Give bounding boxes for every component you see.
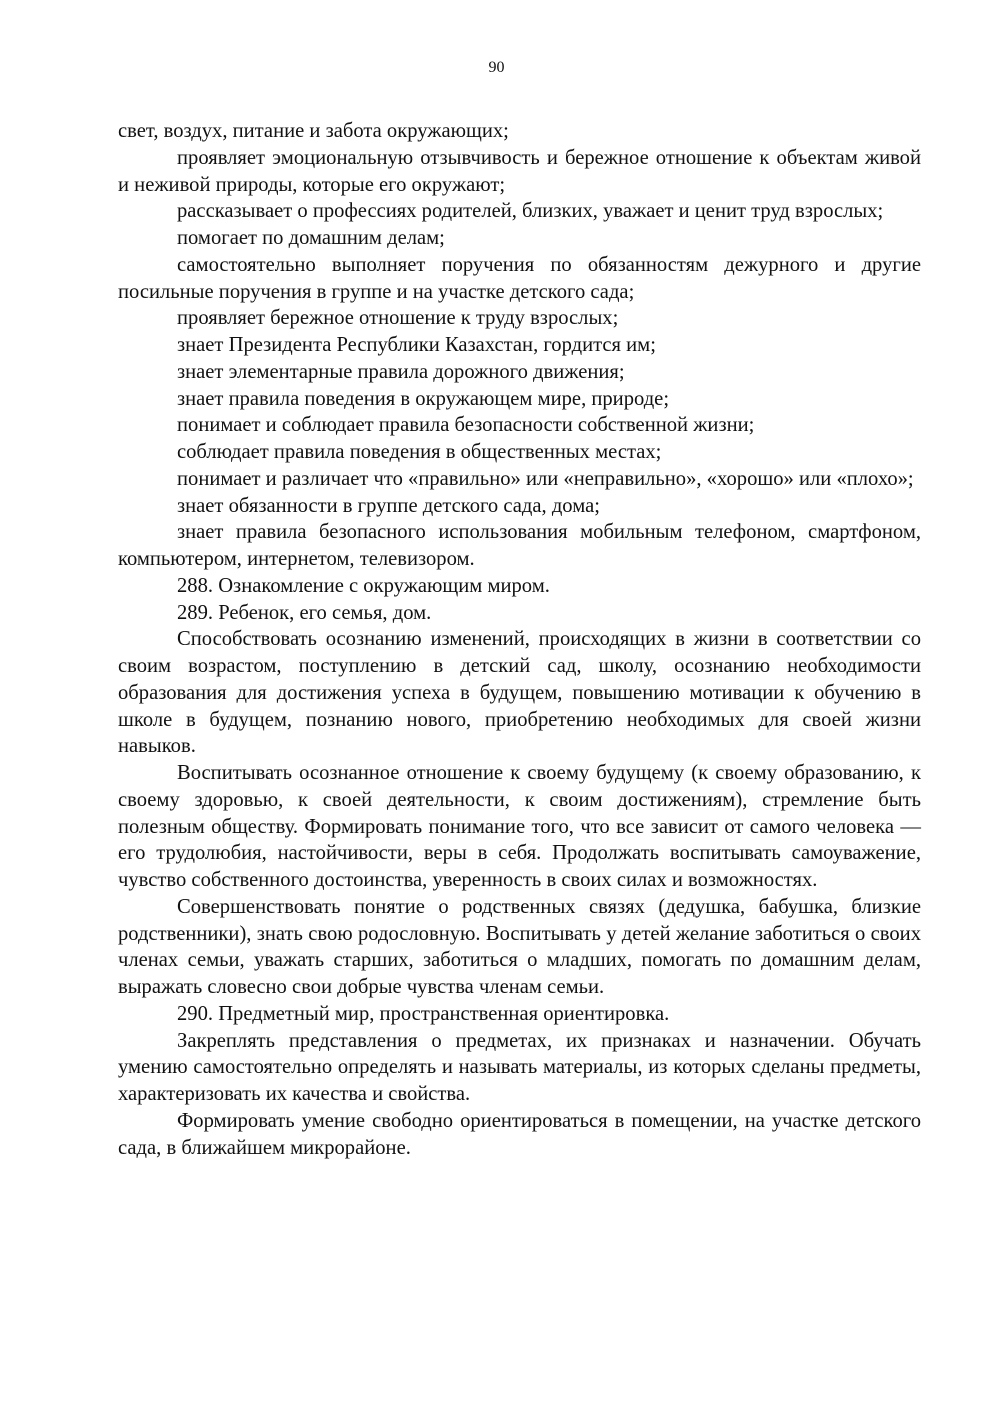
paragraph: Формировать умение свободно ориентироваться в помещении, на участке детского сада, в ближайшем микрорайоне. xyxy=(118,1109,921,1159)
section-heading: 289. Ребенок, его семья, дом. xyxy=(177,601,432,624)
section-heading: 290. Предметный мир, пространственная ориентировка. xyxy=(177,1002,670,1025)
paragraph: Способствовать осознанию изменений, происходящих в жизни в соответствии со своим возрастом, поступлению в детский сад, школу, осознанию необходимости образования для достижения успеха в будущем, повышению мотивации к обучению в школе в будущем, познанию нового, приобретению необходимых для своей жизни навыков. xyxy=(118,628,921,758)
paragraph: свет, воздух, питание и забота окружающих; xyxy=(118,120,509,142)
paragraph: знает правила поведения в окружающем мире, природе; xyxy=(177,387,670,410)
document-body xyxy=(118,118,921,1161)
section-heading: 288. Ознакомление с окружающим миром. xyxy=(177,574,550,597)
paragraph: Совершенствовать понятие о родственных связях (дедушка, бабушка, близкие родственники), знать свою родословную. Воспитывать у детей желание заботиться о своих членах семьи, уважать старших, заботиться о младших, помогать по домашним делам, выражать словесно свои добрые чувства членам семьи. xyxy=(118,895,921,998)
paragraph: знает Президента Республики Казахстан, гордится им; xyxy=(177,334,656,356)
paragraph: понимает и различает что «правильно» или «неправильно», «хорошо» или «плохо»; xyxy=(177,467,914,490)
paragraph: проявляет эмоциональную отзывчивость и бережное отношение к объектам живой и неживой природы, которые его окружают; xyxy=(118,146,921,196)
paragraph: знает элементарные правила дорожного движения; xyxy=(177,360,625,383)
paragraph: Закреплять представления о предметах, их признаках и назначении. Обучать умению самостоятельно определять и называть материалы, из которых сделаны предметы, характеризовать их качества и свойства. xyxy=(118,1029,921,1105)
paragraph: соблюдает правила поведения в общественных местах; xyxy=(177,441,662,463)
paragraph: помогает по домашним делам; xyxy=(177,227,445,249)
paragraph: самостоятельно выполняет поручения по обязанностям дежурного и другие посильные поручения в группе и на участке детского сада; xyxy=(118,253,921,303)
paragraph: рассказывает о профессиях родителей, близких, уважает и ценит труд взрослых; xyxy=(177,200,884,223)
page-number: 90 xyxy=(488,59,505,76)
paragraph: проявляет бережное отношение к труду взрослых; xyxy=(177,307,619,330)
paragraph: понимает и соблюдает правила безопасности собственной жизни; xyxy=(177,414,755,437)
paragraph: знает обязанности в группе детского сада, дома; xyxy=(177,494,600,517)
paragraph: Воспитывать осознанное отношение к своему будущему (к своему образованию, к своему здоровью, к своей деятельности, к своим достижениям), стремление быть полезным обществу. Формировать понимание того, что все зависит от самого человека — его трудолюбия, настойчивости, веры в себя. Продолжать воспитывать самоуважение, чувство собственного достоинства, уверенность в своих силах и возможностях. xyxy=(118,762,921,891)
paragraph: знает правила безопасного использования мобильным телефоном, смартфоном, компьютером, интернетом, телевизором. xyxy=(118,521,921,570)
